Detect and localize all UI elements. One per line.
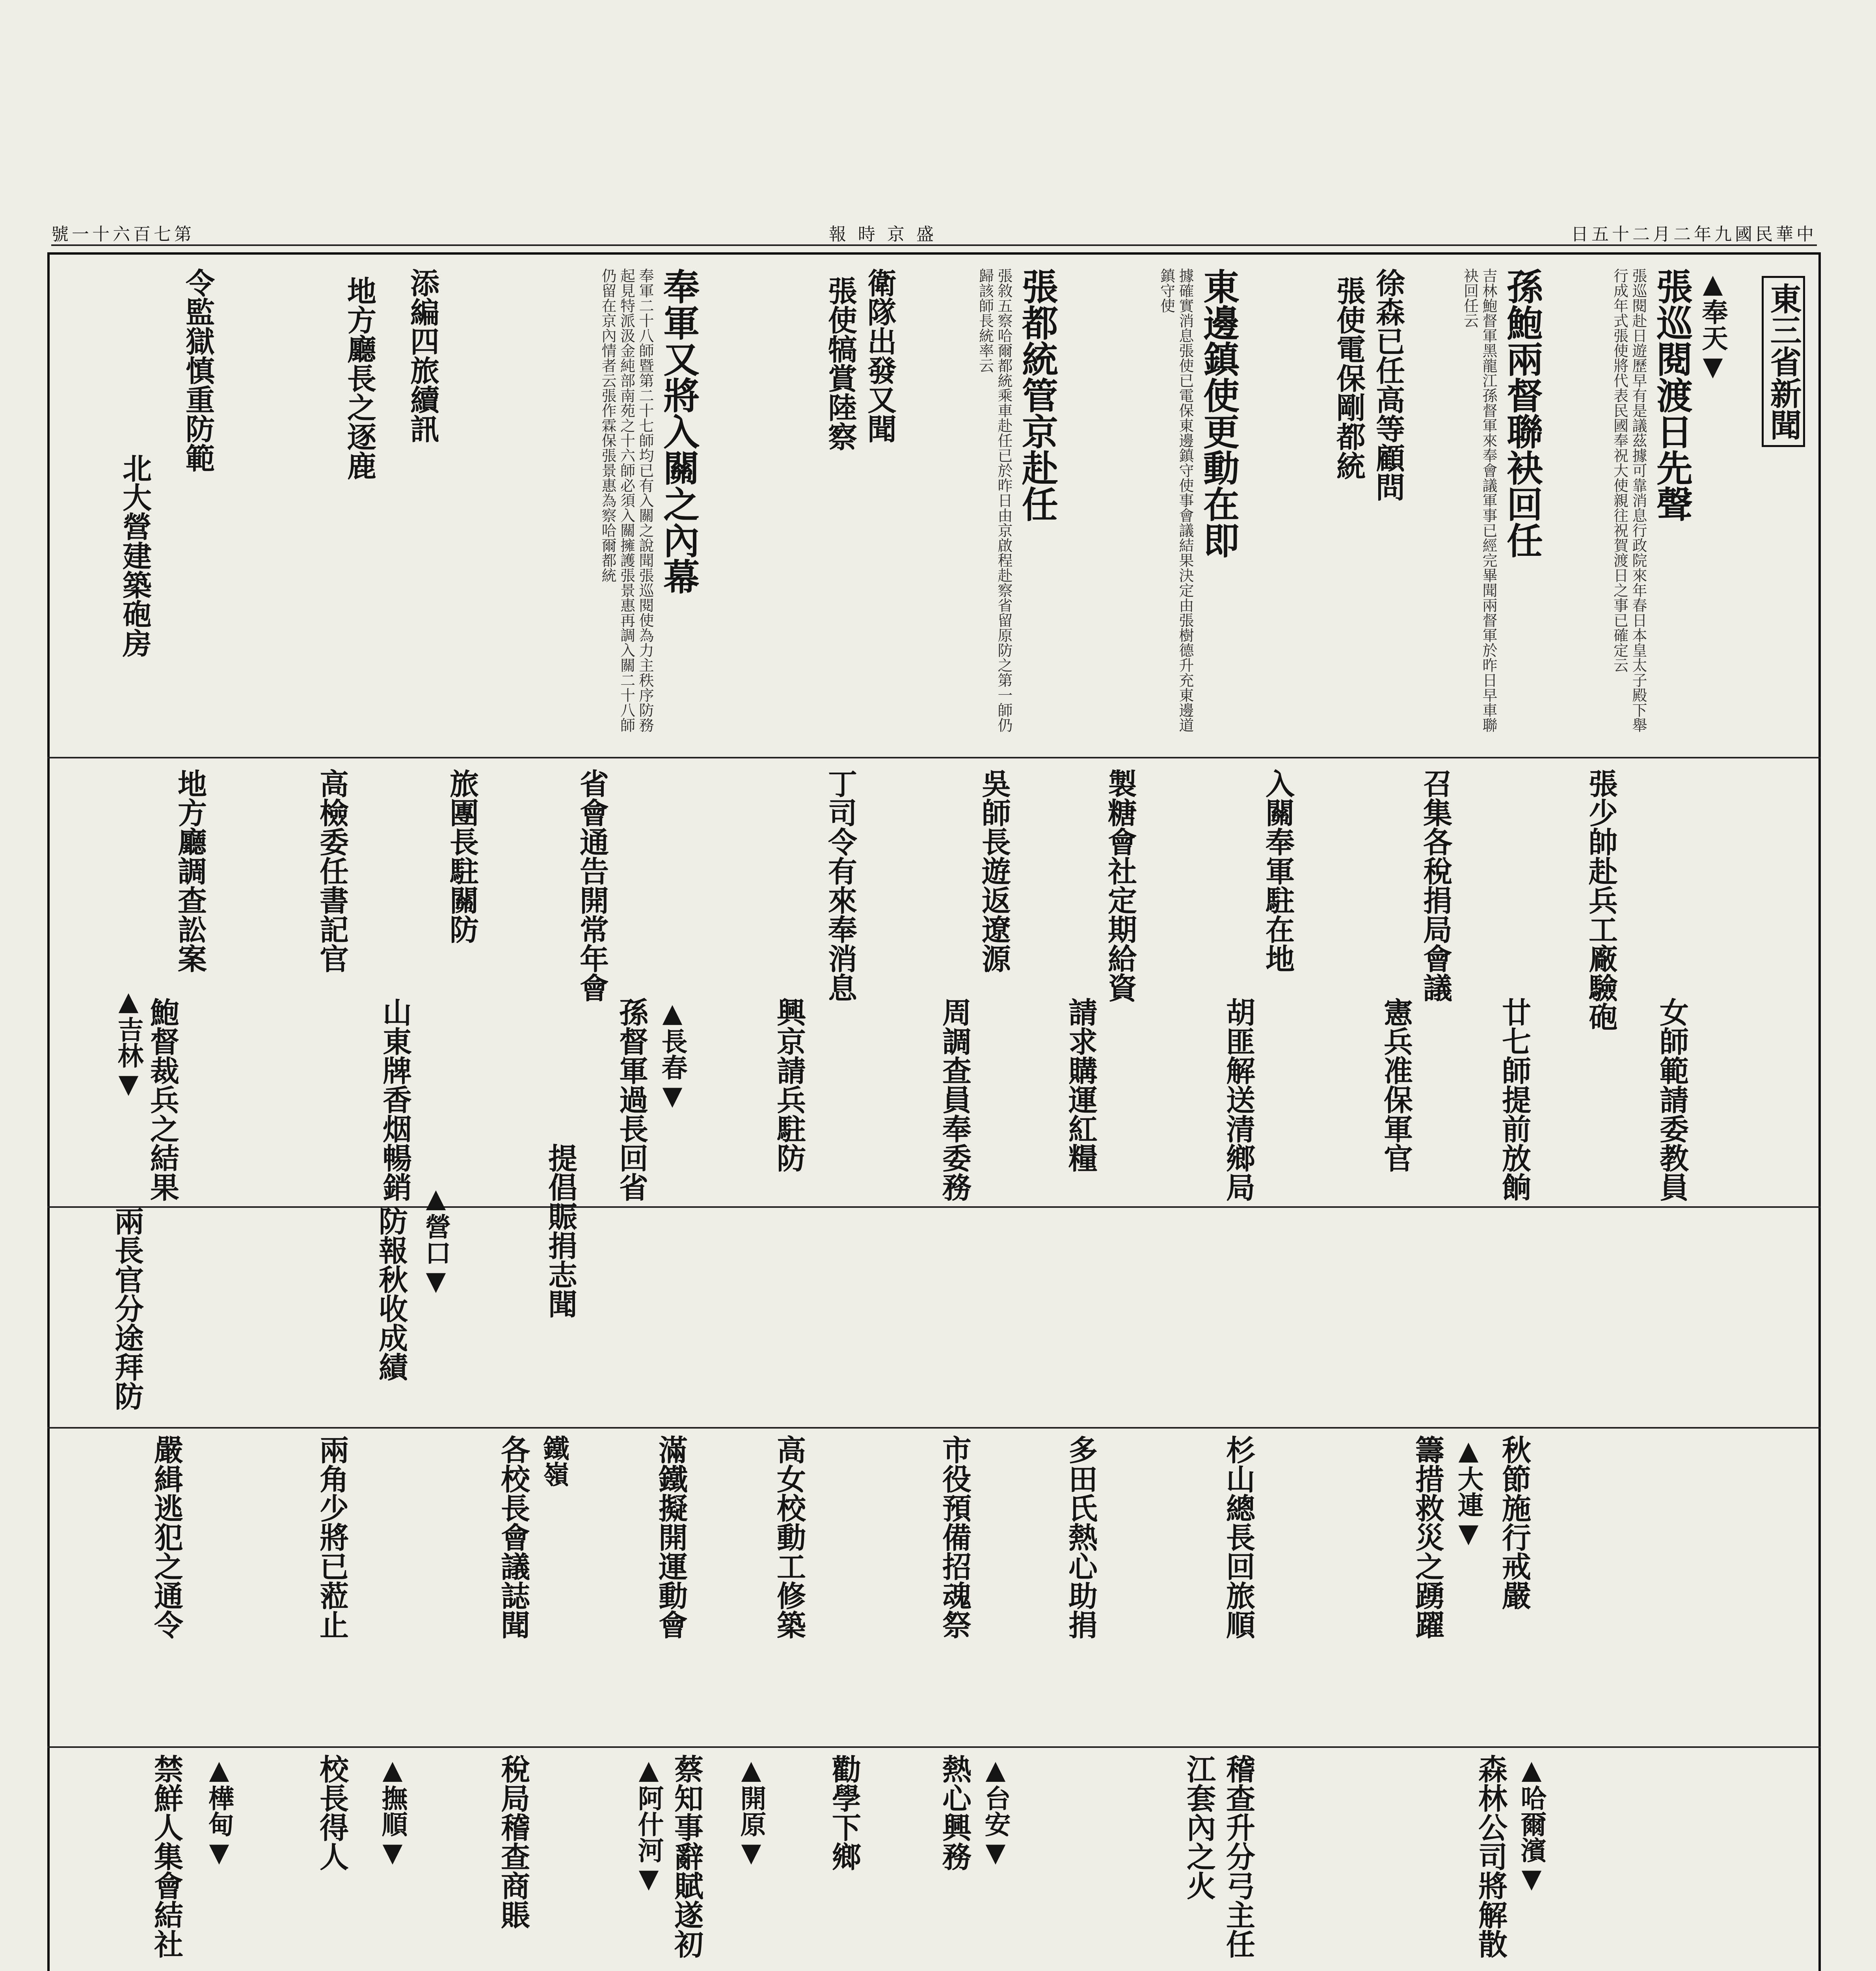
location-harbin: ▲哈爾濱▼ (1516, 1754, 1547, 1894)
headline: 旅團長駐關防 (445, 769, 479, 944)
headline: 勸學下鄉 (827, 1754, 861, 1871)
headline: 熱心興務 (938, 1754, 972, 1871)
headline: 廿七師提前放餉 (1497, 997, 1531, 1202)
headline: 地方廳長之逐鹿 (342, 276, 376, 480)
article-body: 張敘五察哈爾都統乘車赴任已於昨日由京啟程赴察省留原防之第一師仍歸該師長統率云 (976, 268, 1012, 732)
headline: 滿鐵擬開運動會 (654, 1435, 688, 1639)
headline: 兩長官分途拜防 (110, 1206, 144, 1410)
headline: 請求購運紅糧 (1064, 997, 1098, 1172)
headline: 孫鮑兩督聯袂回任 (1501, 268, 1543, 558)
tier-divider (47, 1746, 1821, 1748)
headline: 籌措救災之踴躍 (1411, 1435, 1444, 1639)
headline: 防報秋收成績 (374, 1206, 408, 1381)
headline: 森林公司將解散 (1474, 1754, 1508, 1958)
headline: 地方廳調查訟案 (173, 769, 207, 973)
headline: 徐森已任高等顧問 (1371, 268, 1405, 501)
headline: 周調查員奉委務 (938, 997, 972, 1202)
headline: 張少帥赴兵工廠驗砲 (1584, 769, 1618, 1031)
masthead-title: 報 時 京 盛 (829, 224, 937, 244)
section-title: 東三省新聞 (1762, 276, 1805, 447)
location-fushun: ▲撫順▼ (377, 1754, 408, 1868)
location-taian: ▲台安▼ (980, 1754, 1011, 1868)
article-body: 奉軍二十八師暨第二十七師均已有入關之說聞張巡閱使為力主秩序防務起見特派汲金純部南苑之十六師必須入關擁護張景惠再調入關二十八師仍留在京內情者云張作霖保張景惠為察哈爾都統 (599, 268, 654, 732)
headline: 山東牌香烟暢銷 (378, 997, 412, 1202)
article-body: 張巡閱赴日遊歷早有是議茲據可靠消息行政院來年春日本皇太子殿下舉行成年式張使將代表民國奉祝大使親往祝賀渡日之事已確定云 (1611, 268, 1647, 732)
article-body: 吉林鮑督軍黑龍江孫督軍來奉會議軍事已經完畢聞兩督軍於昨日早車聯袂回任云 (1461, 268, 1497, 732)
headline: 兩角少將已蒞止 (315, 1435, 349, 1639)
headline: 稽查升分弓主任 (1221, 1754, 1255, 1958)
tier-divider (47, 1427, 1821, 1429)
headline: 奉軍又將入關之內幕 (657, 268, 700, 594)
headline: 鮑督裁兵之結果 (145, 997, 179, 1202)
location-changchun: ▲長春▼ (657, 997, 688, 1111)
headline: 稅局稽查商賬 (496, 1754, 530, 1929)
headline: 禁鮮人集會結社 (149, 1754, 183, 1958)
headline: 張使電保剛都統 (1332, 276, 1366, 480)
headline: 市役預備招魂祭 (938, 1435, 972, 1639)
headline: 胡匪解送清鄉局 (1221, 997, 1255, 1202)
masthead-date: 日五十二月二年九國民華中 (1571, 224, 1817, 244)
headline: 張都統管京赴任 (1016, 268, 1059, 522)
headline: 召集各稅捐局會議 (1418, 769, 1452, 1002)
headline: 嚴緝逃犯之通令 (149, 1435, 183, 1639)
location-tieling: 鐵嶺 (539, 1435, 570, 1487)
headline: 添編四旅續訊 (406, 268, 439, 443)
headline: 興京請兵駐防 (772, 997, 806, 1172)
tier-divider (47, 757, 1821, 758)
headline: 令監獄慎重防範 (181, 268, 215, 472)
headline: 杉山總長回旅順 (1221, 1435, 1255, 1639)
location-huadian: ▲樺甸▼ (204, 1754, 234, 1868)
headline: 孫督軍過長回省 (614, 997, 648, 1202)
location-kaiyuan: ▲開原▼ (736, 1754, 767, 1868)
location-yingkou: ▲營口▼ (421, 1183, 451, 1296)
masthead (51, 221, 1817, 246)
headline: 北大營建築砲房 (118, 453, 152, 658)
article-body: 據確實消息張使已電保東邊鎮守使事會議結果決定由張樹德升充東邊道鎮守使 (1158, 268, 1194, 732)
headline: 張使犒賞陸察 (823, 276, 857, 451)
headline: 入關奉軍駐在地 (1261, 769, 1295, 973)
headline: 東邊鎮使更動在即 (1197, 268, 1240, 558)
headline: 各校長會議誌聞 (496, 1435, 530, 1639)
headline: 張巡閱渡日先聲 (1651, 268, 1693, 522)
location-fengtian: ▲奉天▼ (1697, 268, 1728, 382)
location-ashihe: ▲阿什河▼ (633, 1754, 664, 1894)
headline: 江套內之火 (1182, 1754, 1216, 1900)
headline: 高女校動工修築 (772, 1435, 806, 1639)
headline: 校長得人 (315, 1754, 349, 1871)
headline: 多田氏熱心助捐 (1064, 1435, 1098, 1639)
headline: 秋節施行戒嚴 (1497, 1435, 1531, 1610)
location-jilin: ▲吉林▼ (113, 986, 144, 1099)
headline: 高檢委任書記官 (315, 769, 349, 973)
headline: 提倡賑捐志聞 (543, 1143, 577, 1318)
location-dalian: ▲大連▼ (1453, 1435, 1484, 1548)
headline: 女師範請委教員 (1655, 997, 1689, 1202)
headline: 製糖會社定期給資 (1103, 769, 1137, 1002)
masthead-issue: 號一十六百七第 (51, 224, 195, 244)
headline: 省會通告開常年會 (575, 769, 609, 1002)
headline: 衛隊出發又聞 (863, 268, 897, 443)
headline: 蔡知事辭賦遂初 (670, 1754, 704, 1958)
headline: 吳師長遊返遼源 (977, 769, 1011, 973)
tier-divider (47, 1206, 1821, 1208)
headline: 丁司令有來奉消息 (823, 769, 857, 1002)
headline: 憲兵准保軍官 (1379, 997, 1413, 1172)
